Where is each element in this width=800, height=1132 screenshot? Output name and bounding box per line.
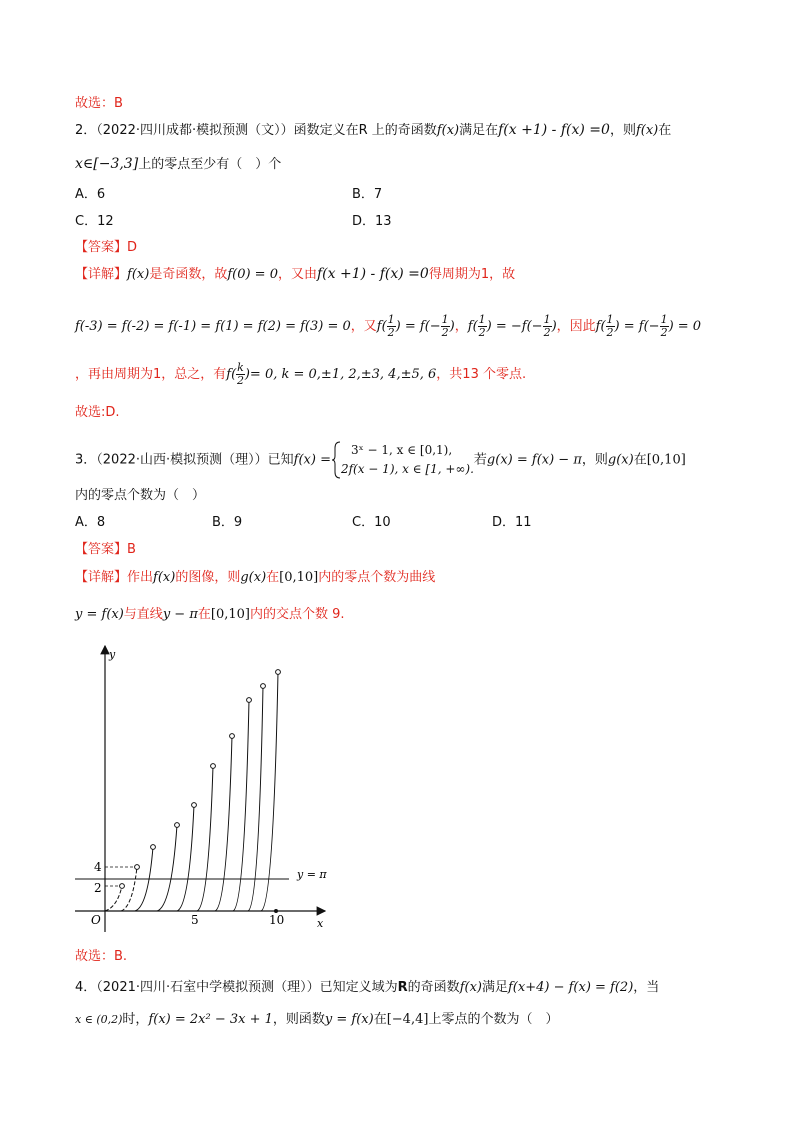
q3-case2: 2f(x − 1), x ∈ [1, +∞). [340,462,474,476]
q3-zai: 在 [633,452,647,468]
q2-detail-line1 [75,264,515,285]
q2-interval: x∈[−3,3] [75,156,139,172]
q3-detail-d1: 作出 [127,570,154,585]
q2-stem-line2 [75,154,281,175]
q2-stem-a: 函数定义在R 上的奇函数 [293,123,437,138]
q3-number: 3． [75,452,97,468]
q3-detail-yfx: y = f(x) [75,607,124,622]
q2-detail-line3 [75,362,526,388]
tick-label-10: 10 [269,913,285,927]
q2-stem-line1 [75,120,671,141]
q2-eq-2: ) = −f(− [486,319,543,334]
q3-detail-range: [0,10] [279,570,319,585]
q2-fx-2: f(x) [635,123,659,138]
line-label: y = π [297,868,327,881]
q4-stem-e: 时， [122,1012,149,1027]
q3-source: （2022·山西·模拟预测（理）） [96,452,268,468]
q2-option-a: A．6 [75,187,106,202]
q3-option-d: D．11 [492,515,532,530]
q2-detail-tag: 【详解】 [75,267,128,282]
q4-source: （2021·四川·石室中学模拟预测（理）） [96,980,320,995]
curve-group [105,670,280,913]
q3-option-c: C．10 [352,515,391,530]
brace-icon [331,440,341,480]
q2-eq-1: ) = f(− [395,319,441,334]
open-endpoint [276,670,281,675]
open-endpoint [192,803,197,808]
q2-stem-c: ，则 [609,123,636,138]
q2-frac-1: $\frac{1}{2}$ [387,313,395,339]
q3-select: 故选：B. [75,949,128,964]
q3-detail-ypi: y − π [162,607,198,622]
q3-range: [0,10] [646,452,686,468]
q2-stem-d: 在 [658,123,672,138]
q2-detail-d3: 得周期为1，故 [428,267,516,282]
q2-detail-d4: ，又 [350,319,377,334]
q2-detail-d7: ，共13 个零点. [436,367,527,382]
q4-stem-h: 上零点的个数为（ ） [428,1012,559,1027]
q4-fdef: f(x) = 2x² − 3x + 1 [148,1012,273,1027]
q3-detail-range-2: [0,10] [210,607,250,622]
open-endpoint [175,823,180,828]
q2-answer: 【答案】D [75,240,138,255]
curve-branch [177,805,194,911]
q2-close-k: ) [244,367,250,382]
q4-range: [−4,4] [386,1012,429,1027]
q3-stem-line1 [75,440,686,481]
q2-frac-6: $\frac{1}{2}$ [660,313,668,339]
q4-stem-c: 满足 [481,980,508,995]
q2-frac-4: $\frac{1}{2}$ [543,313,551,339]
q3-detail-d4: 与直线 [123,607,163,622]
q3-detail-fx: f(x) [153,570,176,585]
curve-branch [248,686,263,911]
q3-known: 已知 [267,452,294,468]
q4-stem-a: 已知定义域为 [319,980,398,995]
open-endpoint [261,684,266,689]
q4-cond: f(x+4) − f(x) = f(2) [508,980,634,995]
curve-branch [121,867,137,911]
previous-answer-select: 故选：B [75,96,123,111]
q2-stem-e: 上的零点至少有（ ）个 [138,157,282,172]
q4-stem-b: 的奇函数 [407,980,460,995]
open-endpoint [247,698,252,703]
tick-label-5: 5 [191,913,199,927]
q2-close-1: ) [449,319,455,334]
q2-detail-f0: f(0) = 0 [227,267,278,282]
q2-stem-b: 满足在 [459,123,499,138]
q3-case1: 3ˣ − 1, x ∈ [0,1), [350,443,453,457]
q2-f-open-4: f( [226,367,237,382]
q3-detail-d3: 内的零点个数为曲线 [318,570,436,585]
q4-number: 4． [75,980,97,995]
curve-branch [261,672,278,911]
q2-condition: f(x +1) - f(x) =0 [498,122,610,138]
q2-detail-d5: ，因此 [556,319,596,334]
open-endpoint [120,884,125,889]
q3-gx: g(x) = f(x) − π [486,452,582,468]
curve-branch [157,825,177,911]
q2-close-2: ) [551,319,557,334]
q2-zero: ) = 0 [668,319,702,334]
q2-option-c: C．12 [75,214,114,229]
x-axis-label: x [317,917,324,930]
origin-label: O [91,913,101,927]
q2-detail-chain: f(-3) = f(-2) = f(-1) = f(1) = f(2) = f(3) = 0 [75,319,351,334]
curve-branch [215,736,232,911]
tick-label-4: 4 [94,860,102,874]
q4-R: R [397,980,408,995]
q2-frac-2: $\frac{1}{2}$ [441,313,449,339]
q2-f-open-3: f( [595,319,606,334]
q2-option-b: B．7 [352,187,383,202]
curve-branch [197,766,213,911]
q3-piecewise [341,441,474,479]
q3-detail-line1 [75,568,435,588]
q2-frac-k: $\frac{k}{2}$ [237,361,244,387]
open-endpoint [135,865,140,870]
q3-stem-line2: 内的零点个数为（ ） [75,488,206,503]
q2-f-open-1: f( [376,319,387,334]
q3-detail-g: g(x) [240,570,267,585]
q2-frac-5: $\frac{1}{2}$ [606,313,614,339]
q4-stem-line2 [75,1010,558,1030]
tick-label-2: 2 [94,881,102,895]
q2-detail-fx: f(x) [127,267,150,282]
open-endpoint [211,764,216,769]
q4-xin: x ∈ (0,2) [75,1013,123,1026]
q2-eq-3: ) = f(− [614,319,660,334]
q3-ze: ，则 [581,452,608,468]
y-axis-label: y [109,648,116,661]
q2-source: （2022·四川成都·模拟预测（文）） [96,123,294,138]
q3-g: g(x) [607,452,634,468]
q3-detail-tag: 【详解】 [75,570,128,585]
q2-detail-line2: f(-3) = f(-2) = f(-1) = f(1) = f(2) = f(3) = 0，又f( $\frac{1}{2}$ ) = f(− $\frac{1}{2}$ )，f( $\frac{1}{2}$ ) = −f(− $\frac{1}{2}$ )，因此f( $\frac{1}{2}$ ) = f(− $\frac{1}{2}$ ) = 0 [75,313,702,339]
q3-option-a: A．8 [75,515,106,530]
q3-option-b: B．9 [212,515,243,530]
q3-detail-d5: 在 [197,607,211,622]
q4-stem-f: ，则函数 [272,1012,325,1027]
q3-detail-d6: 内的交点个数 9. [249,607,345,622]
q4-stem-d: ，当 [633,980,660,995]
q2-frac-3: $\frac{1}{2}$ [478,313,486,339]
q3-detail-zai: 在 [266,570,280,585]
q2-option-d: D．13 [352,214,392,229]
q2-select: 故选:D. [75,405,120,420]
q4-fx: f(x) [459,980,482,995]
q2-detail-d1: 是奇函数，故 [149,267,228,282]
q3-answer: 【答案】B [75,542,136,557]
q2-f-open-2: f( [467,319,478,334]
q2-fx: f(x) [436,123,460,138]
q3-ruo: 若 [473,452,487,468]
open-endpoint [151,845,156,850]
q3-detail-d2: 的图像，则 [175,570,241,585]
q2-detail-cond: f(x +1) - f(x) =0 [317,266,429,282]
q3-fx: f(x) = [293,452,331,468]
q4-stem-line1 [75,978,659,998]
q2-number: 2． [75,123,97,138]
q3-detail-line2 [75,605,345,625]
q2-detail-d2: ，又由 [277,267,317,282]
open-endpoint [230,734,235,739]
function-graph [65,640,345,940]
q4-stem-g: 在 [373,1012,387,1027]
q4-yfx: y = f(x) [324,1012,374,1027]
curve-branch [105,886,122,911]
q2-k-values: = 0, k = 0,±1, 2,±3, 4,±5, 6 [249,367,437,382]
q2-detail-d6: ，再由周期为1，总之，有 [75,367,227,382]
